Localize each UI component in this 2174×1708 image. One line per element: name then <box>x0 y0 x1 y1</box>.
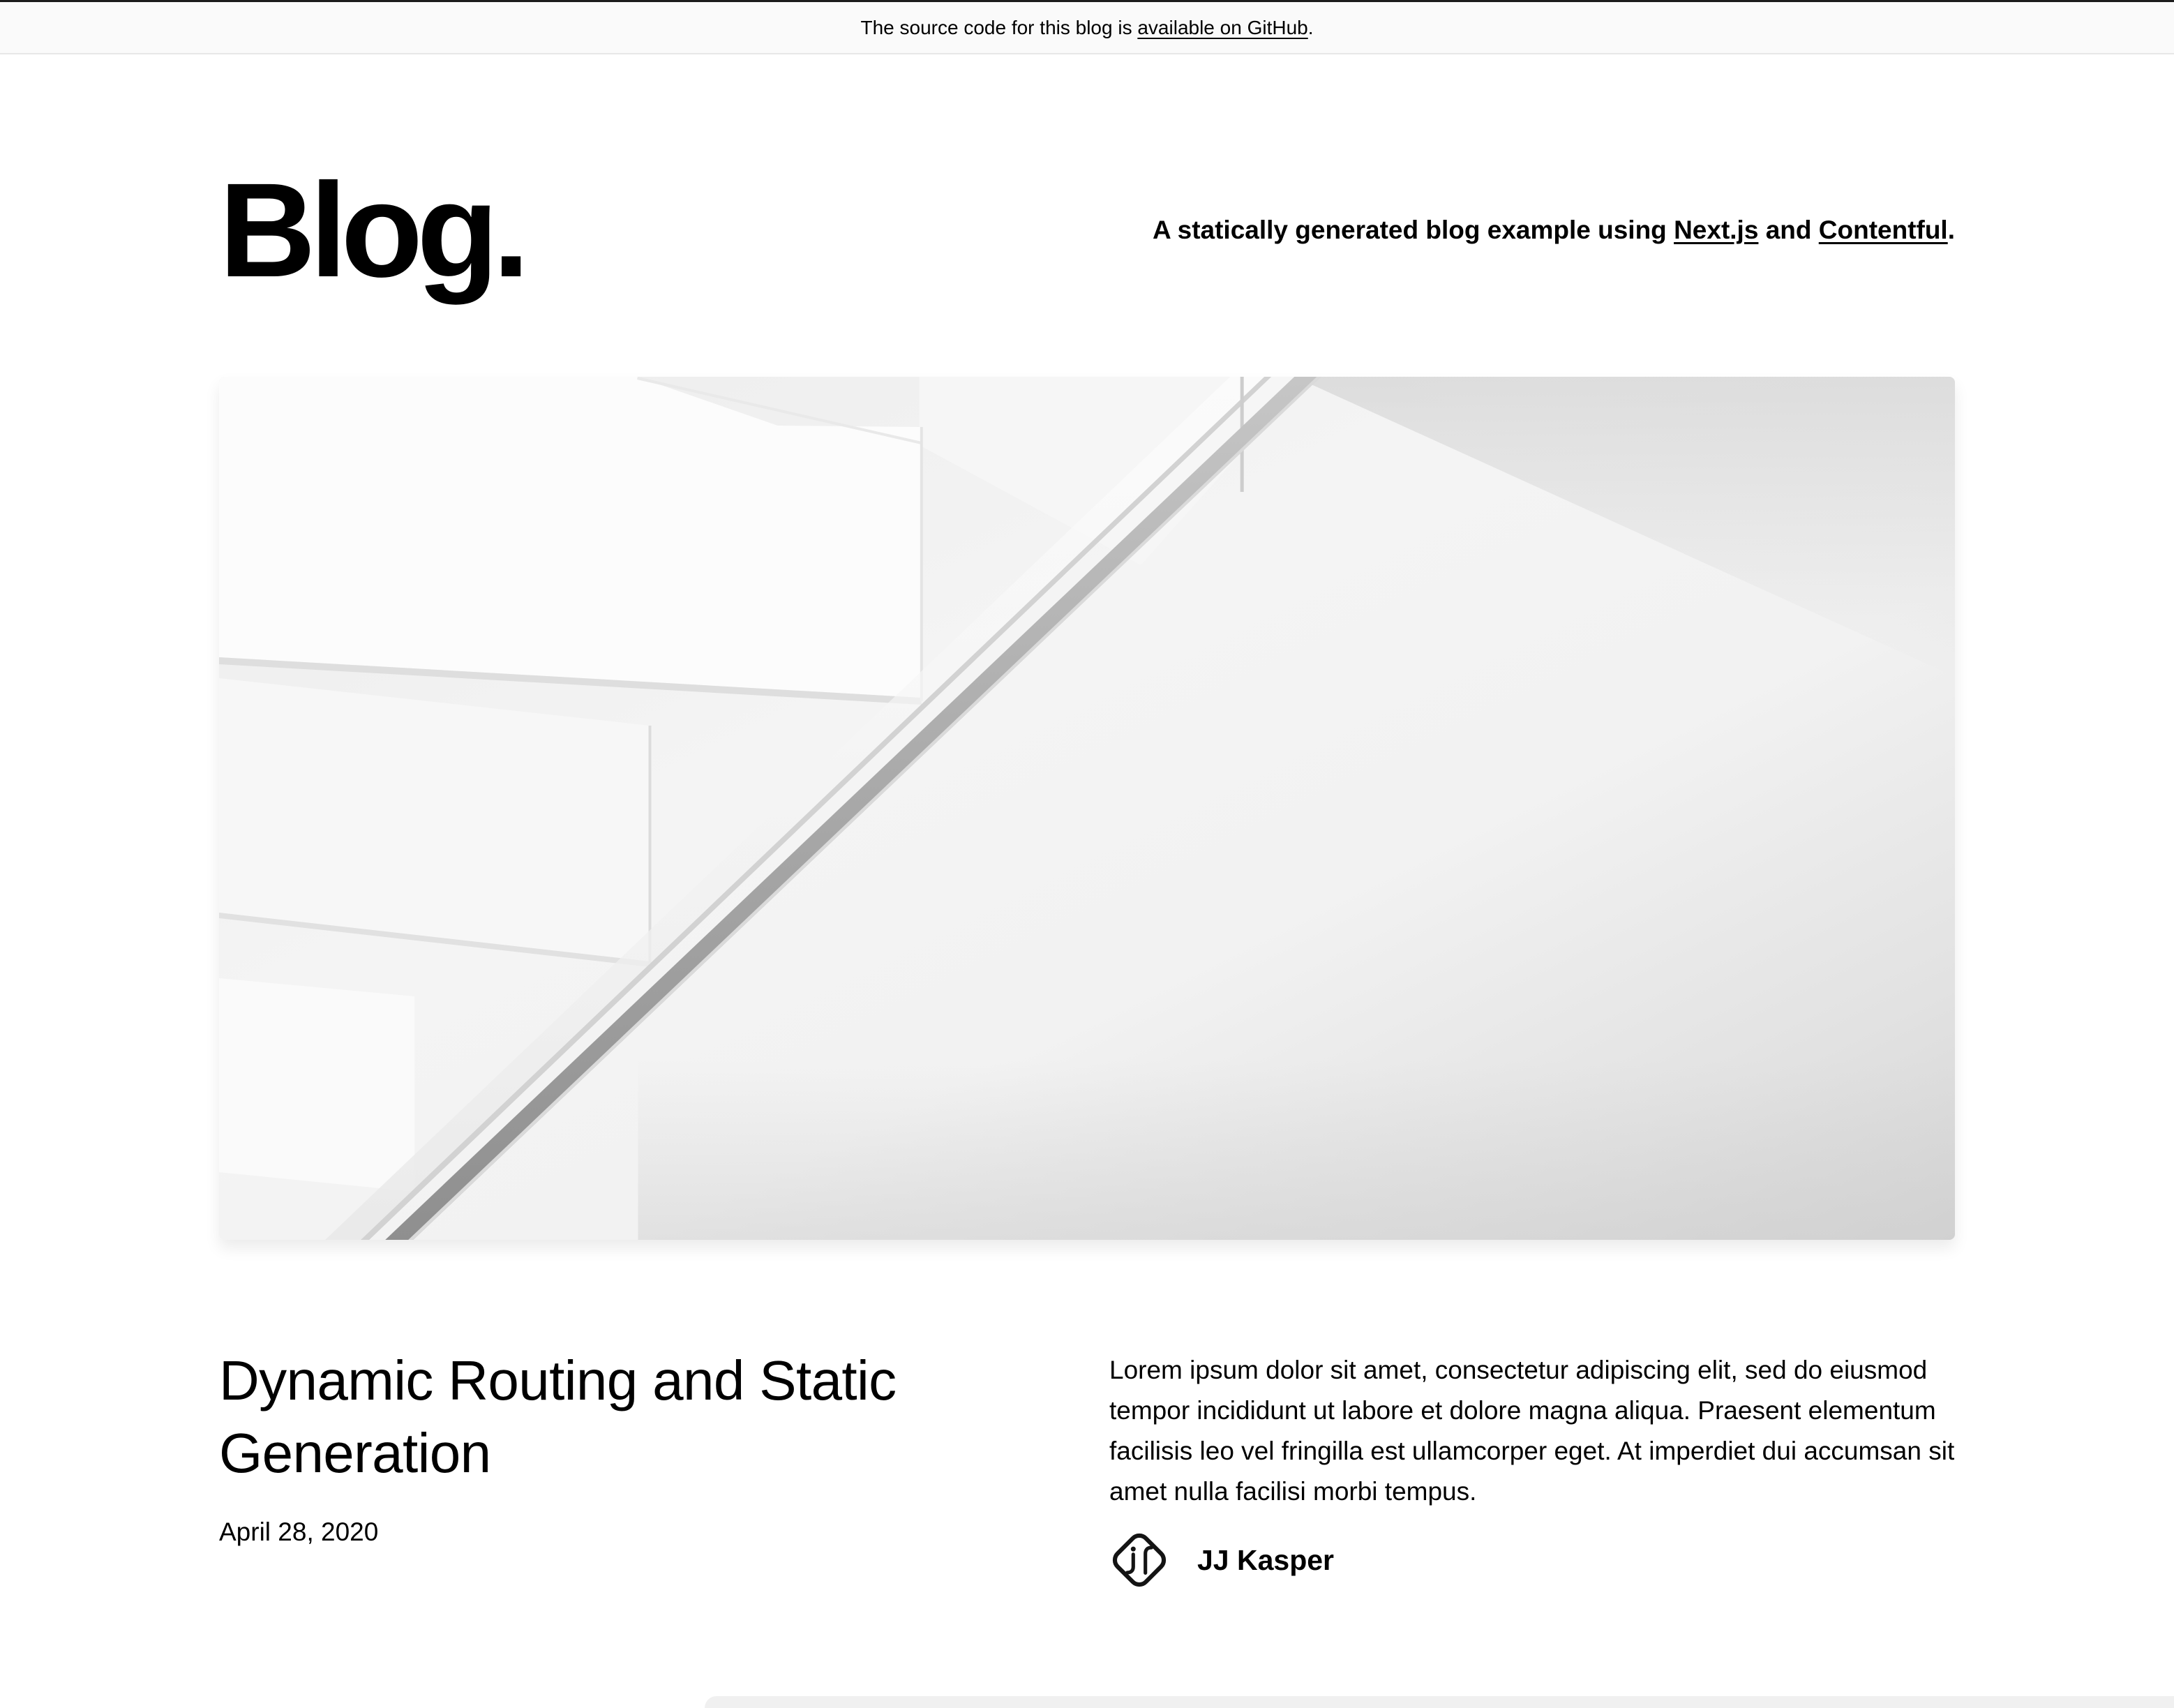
github-banner <box>0 2 2174 54</box>
author-name: JJ Kasper <box>1197 1543 1335 1576</box>
post-date: April 28, 2020 <box>219 1518 379 1546</box>
tagline-suffix: . <box>1947 216 1955 244</box>
excerpt-line: tempor incididunt ut labore et dolore magna aliqua. Praesent elementum <box>1109 1396 1936 1425</box>
tagline-prefix: A statically generated blog example using <box>1153 216 1674 244</box>
post-excerpt-column <box>1109 1344 1955 1590</box>
post-title-column <box>219 1344 1065 1590</box>
site-tagline <box>1153 216 1955 245</box>
page-container <box>219 155 1955 1590</box>
nextjs-link[interactable]: Next.js <box>1674 216 1759 244</box>
post-title <box>219 1344 1065 1490</box>
author-avatar-icon <box>1109 1530 1169 1590</box>
site-header <box>219 155 1955 305</box>
hero-post-title-link[interactable]: Dynamic Routing and Static Generation <box>219 1349 897 1484</box>
excerpt-line: Lorem ipsum dolor sit amet, consectetur adipiscing elit, sed do eiusmod <box>1109 1356 1928 1384</box>
excerpt-line: facilisis leo vel fringilla est ullamcorper eget. At imperdiet dui accumsan sit <box>1109 1437 1955 1465</box>
github-link[interactable]: available on GitHub <box>1137 16 1308 38</box>
next-section-top-edge <box>705 1696 2174 1708</box>
excerpt-line: amet nulla facilisi morbi tempus. <box>1109 1477 1477 1506</box>
contentful-link[interactable]: Contentful <box>1818 216 1948 244</box>
banner-text-suffix: . <box>1307 16 1314 38</box>
post-excerpt <box>1109 1350 1955 1512</box>
post-author <box>1109 1530 1955 1590</box>
hero-post-summary <box>219 1344 1955 1590</box>
banner-text <box>860 14 1313 41</box>
cover-image-stairs <box>219 377 1955 1240</box>
tagline-middle: and <box>1758 216 1819 244</box>
hero-post-cover-link[interactable] <box>219 377 1955 1240</box>
banner-text-prefix: The source code for this blog is <box>860 16 1138 38</box>
site-title: Blog. <box>219 155 524 305</box>
